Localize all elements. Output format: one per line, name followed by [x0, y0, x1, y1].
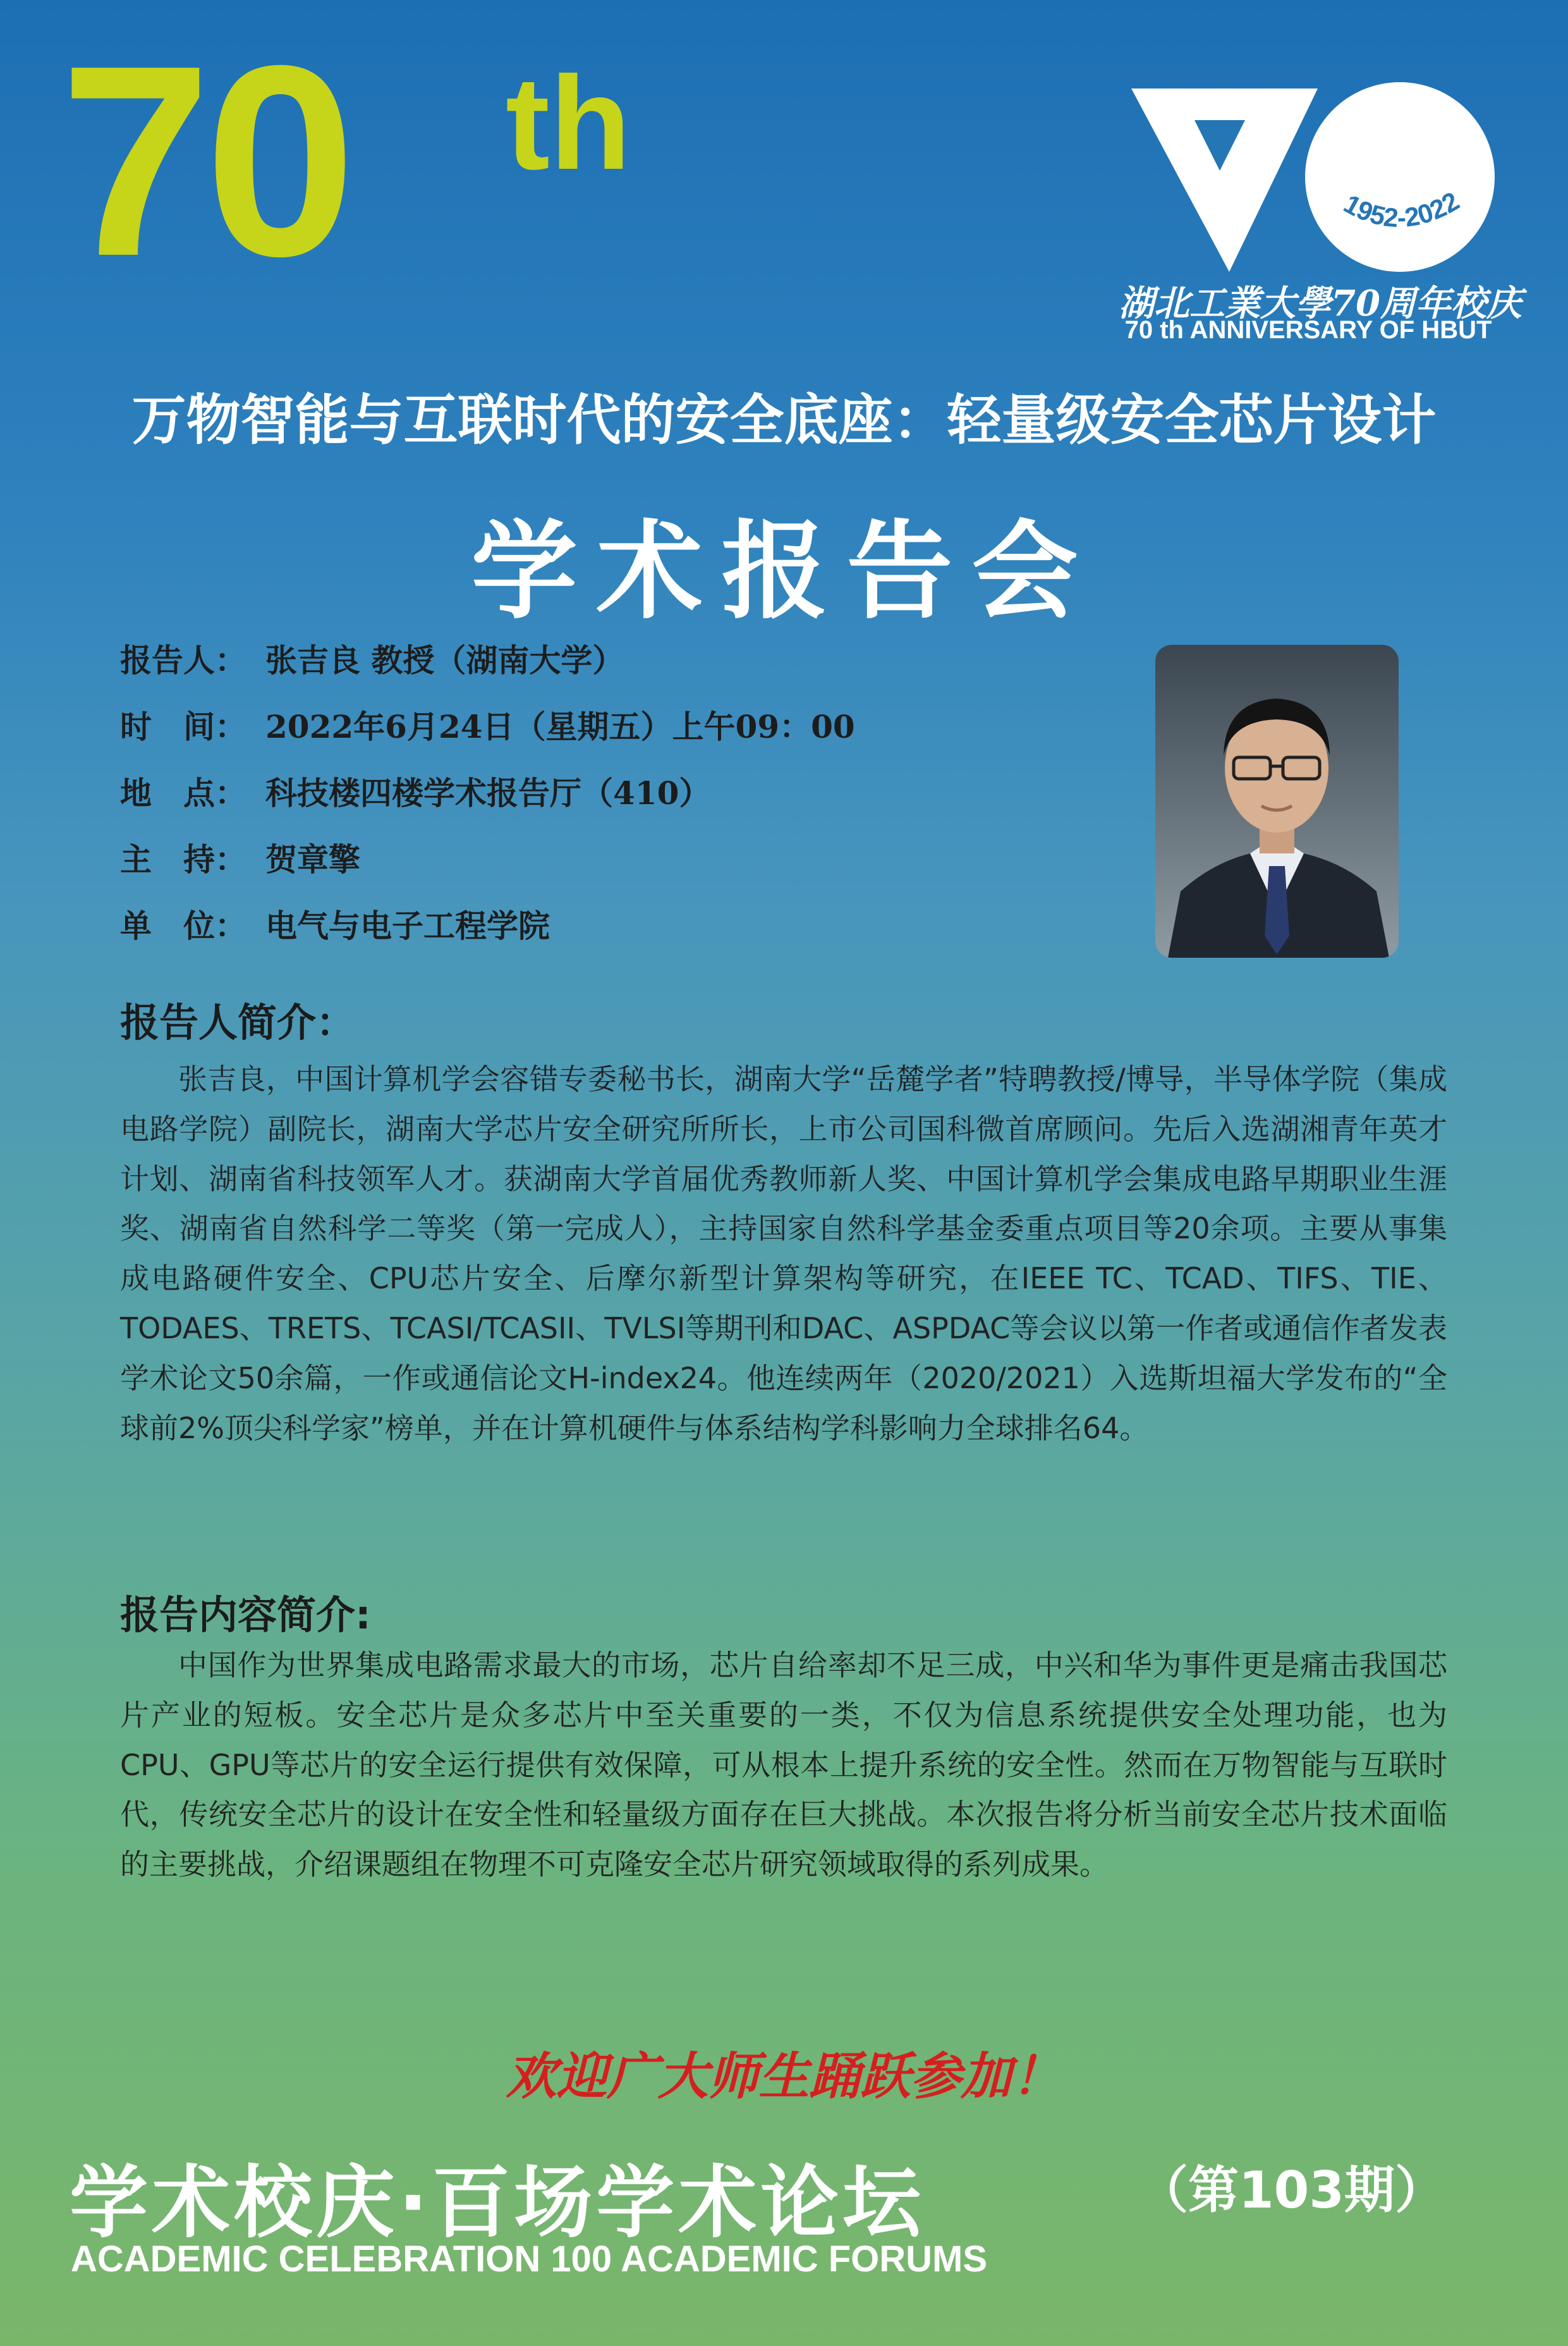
speaker-intro-text: 张吉良，中国计算机学会容错专委秘书长，湖南大学“岳麓学者”特聘教授/博导，半导体学院（集成电路学院）副院长，湖南大学芯片安全研究所所长，上市公司国科微首席顾问。先后入选湖湘青年英才计划、湖南省科技领军人才。获湖南大学首届优秀教师新人奖、中国计算机学会集成电路早期职业生涯奖、湖南省自然科学二等奖（第一完成人），主持国家自然科学基金委重点项目等20余项。主要从事集成电路硬件安全、CPU芯片安全、后摩尔新型计算架构等研究，在IEEE TC、TCAD、TIFS、TIE、TODAES、TRETS、TCASI/TCASII、TVLSI等期刊和DAC、ASPDAC等会议以第一作者或通信作者发表学术论文50余篇，一作或通信论文H-index24。他连续两年（2020/2021）入选斯坦福大学发布的“全球前2%顶尖科学家”榜单，并在计算机硬件与体系结构学科影响力全球排名64。	[120, 1062, 1447, 1445]
footer-english-title: ACADEMIC CELEBRATION 100 ACADEMIC FORUMS	[71, 2239, 988, 2280]
info-label: 地 点：	[120, 774, 246, 812]
info-row-unit	[120, 901, 550, 946]
big-th-suffix: th	[506, 49, 631, 197]
info-row-speaker	[120, 635, 624, 681]
content-intro-text: 中国作为世界集成电路需求最大的市场，芯片自给率却不足三成，中兴和华为事件更是痛击我国芯片产业的短板。安全芯片是众多芯片中至关重要的一类，不仅为信息系统提供安全处理功能，也为CPU、GPU等芯片的安全运行提供有效保障，可从根本上提升系统的安全性。然而在万物智能与互联时代，传统安全芯片的设计在安全性和轻量级方面存在巨大挑战。本次报告将分析当前安全芯片技术面临的主要挑战，介绍课题组在物理不可克隆安全芯片研究领域取得的系列成果。	[120, 1648, 1447, 1882]
speaker-photo	[1155, 645, 1399, 958]
info-row-location	[120, 768, 710, 814]
footer-issue-number: （第103期）	[1138, 2161, 1445, 2220]
info-row-time	[120, 702, 855, 747]
footer-forum-title: 学术校庆·百场学术论坛	[70, 2158, 925, 2249]
info-label: 单 位：	[120, 907, 246, 944]
info-label: 时 间：	[120, 708, 246, 745]
logo-english-name: 70 th ANNIVERSARY OF HBUT	[1124, 316, 1492, 344]
content-intro-heading: 报告内容简介:	[120, 1592, 371, 1638]
info-value: 2022年6月24日（星期五）上午09：00	[265, 708, 855, 745]
info-label: 主 持：	[120, 841, 246, 878]
info-value: 贺章擎	[265, 841, 360, 878]
info-value: 张吉良 教授（湖南大学）	[265, 642, 624, 679]
logo-years: 1952-2022	[1339, 185, 1464, 233]
big-seventy: 70	[60, 9, 350, 313]
info-value: 电气与电子工程学院	[265, 907, 550, 944]
logo-seven-shape	[1131, 89, 1318, 272]
page-title: 学术报告会	[471, 510, 1097, 633]
logo-zero-circle	[1305, 82, 1495, 272]
report-subtitle: 万物智能与互联时代的安全底座：轻量级安全芯片设计	[131, 388, 1437, 452]
info-row-host	[120, 834, 360, 880]
logo-chinese-name: 湖北工業大學70周年校庆	[1119, 283, 1522, 324]
welcome-message: 欢迎广大师生踊跃参加！	[506, 2046, 1062, 2106]
info-value: 科技楼四楼学术报告厅（410）	[265, 774, 711, 812]
info-label: 报告人：	[120, 642, 246, 679]
speaker-intro-heading: 报告人简介：	[120, 999, 356, 1046]
